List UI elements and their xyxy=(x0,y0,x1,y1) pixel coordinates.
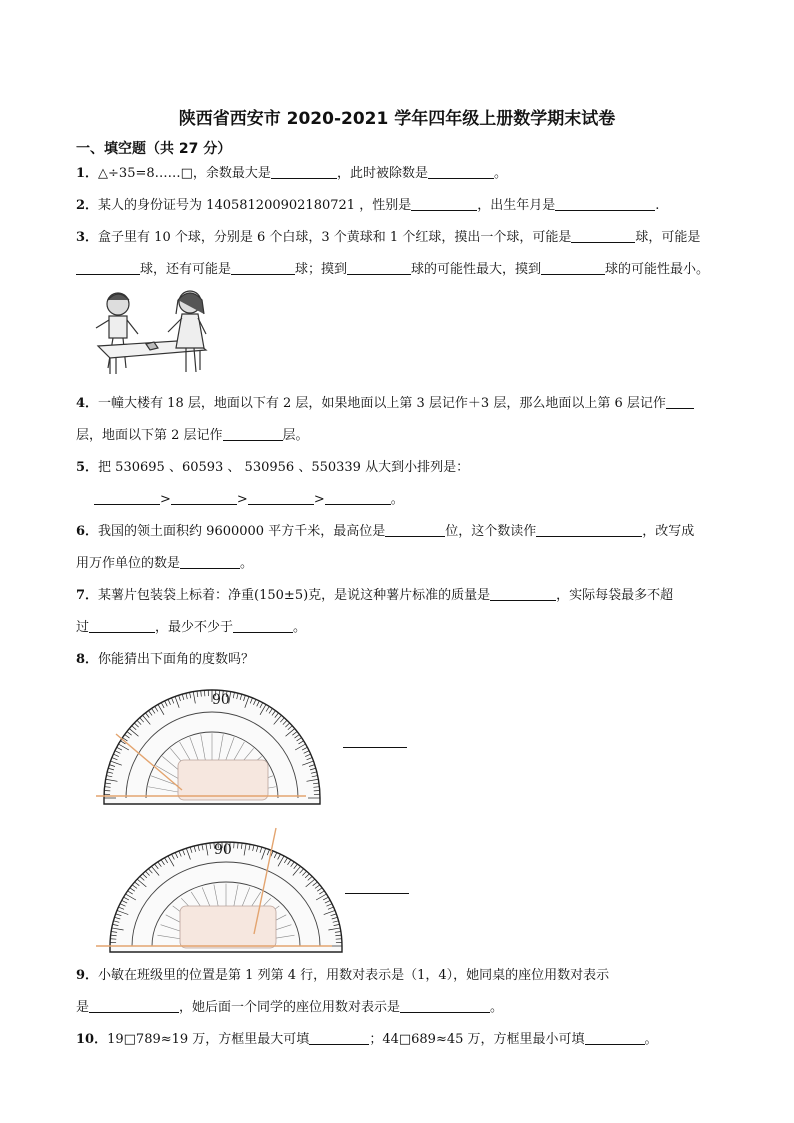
answer-blank[interactable] xyxy=(94,490,160,505)
question-2 xyxy=(76,190,756,222)
answer-blank[interactable] xyxy=(400,998,490,1013)
answer-blank[interactable] xyxy=(536,522,642,537)
question-number: 1． xyxy=(76,166,99,181)
greater-than: > xyxy=(160,492,171,507)
question-text: 某薯片包装袋上标着：净重(150±5)克，是说这种薯片标准的质量是 xyxy=(98,588,491,603)
question-text: ，此时被除数是 xyxy=(336,166,428,181)
question-text: 盒子里有 10 个球，分别是 6 个白球，3 个黄球和 1 个红球，摸出一个球，可能是 xyxy=(98,230,572,245)
answer-blank[interactable] xyxy=(89,998,179,1013)
answer-blank[interactable] xyxy=(233,618,293,633)
question-text: ，改写成 xyxy=(642,524,695,539)
question-text: △÷35=8……□，余数最大是 xyxy=(98,166,271,181)
question-text: 。 xyxy=(240,556,254,571)
question-6-line-2 xyxy=(76,548,756,580)
question-1 xyxy=(76,158,756,190)
greater-than: > xyxy=(313,492,325,507)
answer-blank[interactable] xyxy=(555,196,655,211)
answer-blank[interactable] xyxy=(385,522,445,537)
question-text: 。 xyxy=(644,1032,658,1047)
answer-blank[interactable] xyxy=(325,490,391,505)
question-text: ，实际每袋最多不超 xyxy=(556,588,674,603)
question-text: ，最少不少于 xyxy=(155,620,234,635)
question-text: ，出生年月是 xyxy=(477,198,556,213)
question-text: 。 xyxy=(490,1000,504,1015)
answer-blank[interactable] xyxy=(180,554,240,569)
question-text: 把 530695 、60593 、 530956 、550339 从大到小排列是： xyxy=(98,460,470,475)
answer-blank[interactable] xyxy=(223,426,283,441)
question-text: 。 xyxy=(293,620,307,635)
question-8 xyxy=(76,644,756,676)
question-text: 球，可能是 xyxy=(635,230,701,245)
question-number: 8． xyxy=(76,652,99,667)
answer-blank[interactable] xyxy=(666,394,694,409)
answer-blank[interactable] xyxy=(428,164,494,179)
question-6 xyxy=(76,516,756,548)
question-text: 位，这个数读作 xyxy=(445,524,537,539)
answer-blank[interactable] xyxy=(490,586,556,601)
question-5-line-2 xyxy=(94,484,774,516)
answer-blank[interactable] xyxy=(347,260,411,275)
answer-blank[interactable] xyxy=(171,490,237,505)
question-number: 3． xyxy=(76,230,99,245)
question-3 xyxy=(76,222,756,254)
question-text: 。 xyxy=(390,492,404,507)
question-text: 是 xyxy=(76,1000,90,1015)
question-4-line-2 xyxy=(76,420,756,452)
question-text: 层。 xyxy=(282,428,309,443)
question-text: 过 xyxy=(76,620,90,635)
answer-blank[interactable] xyxy=(89,618,155,633)
question-text: 球，还有可能是 xyxy=(140,262,232,277)
answer-blank[interactable] xyxy=(345,879,409,894)
question-text: 球；摸到 xyxy=(295,262,348,277)
question-9-line-2 xyxy=(76,992,756,1024)
answer-blank[interactable] xyxy=(309,1030,369,1045)
answer-blank[interactable] xyxy=(541,260,605,275)
question-text: 层，地面以下第 2 层记作 xyxy=(76,428,223,443)
protractor-90-label: 90 xyxy=(214,842,232,858)
answer-blank[interactable] xyxy=(248,490,314,505)
question-number: 7． xyxy=(76,588,99,603)
question-number: 5． xyxy=(76,460,99,475)
question-text: 某人的身份证号为 140581200902180721 ，性别是 xyxy=(98,198,412,213)
question-10 xyxy=(76,1024,756,1056)
question-text: 19□789≈19 万，方框里最大可填 xyxy=(107,1032,310,1047)
page-title: 陕西省西安市 2020-2021 学年四年级上册数学期末试卷 xyxy=(178,109,616,129)
answer-blank[interactable] xyxy=(411,196,477,211)
question-5 xyxy=(76,452,756,484)
question-text: . xyxy=(655,198,660,213)
question-9 xyxy=(76,960,756,992)
section-heading: 一、填空题（共 27 分） xyxy=(76,141,232,157)
question-number: 10． xyxy=(76,1032,108,1047)
answer-blank[interactable] xyxy=(271,164,337,179)
question-number: 2． xyxy=(76,198,99,213)
question-text: 你能猜出下面角的度数吗？ xyxy=(98,652,255,667)
answer-blank[interactable] xyxy=(231,260,295,275)
children-table-illustration xyxy=(88,288,224,380)
question-text: 球的可能性最小。 xyxy=(605,262,710,277)
question-number: 9． xyxy=(76,968,99,983)
question-text: 我国的领土面积约 9600000 平方千米，最高位是 xyxy=(98,524,386,539)
question-3-line-2 xyxy=(76,254,756,286)
question-number: 6． xyxy=(76,524,99,539)
answer-blank[interactable] xyxy=(76,260,140,275)
answer-blank[interactable] xyxy=(571,228,635,243)
greater-than: > xyxy=(236,492,248,507)
question-text: 小敏在班级里的位置是第 1 列第 4 行，用数对表示是（1，4），她同桌的座位用数对表示 xyxy=(98,968,610,983)
protractor-1 xyxy=(96,674,328,808)
question-text: ，她后面一个同学的座位用数对表示是 xyxy=(179,1000,401,1015)
question-text: 一幢大楼有 18 层，地面以下有 2 层，如果地面以上第 3 层记作＋3 层，那么地面以上第 6 层记作 xyxy=(98,396,666,411)
answer-blank[interactable] xyxy=(585,1030,645,1045)
question-4 xyxy=(76,388,756,420)
question-text: 用万作单位的数是 xyxy=(76,556,181,571)
protractor-2 xyxy=(96,822,344,954)
question-7 xyxy=(76,580,756,612)
question-number: 4． xyxy=(76,396,99,411)
question-text: 球的可能性最大，摸到 xyxy=(411,262,542,277)
protractor-90-label: 90 xyxy=(212,692,230,708)
question-text: 。 xyxy=(493,166,507,181)
answer-blank[interactable] xyxy=(343,733,407,748)
question-text: ；44□689≈45 万，方框里最小可填 xyxy=(369,1032,585,1047)
question-7-line-2 xyxy=(76,612,756,644)
